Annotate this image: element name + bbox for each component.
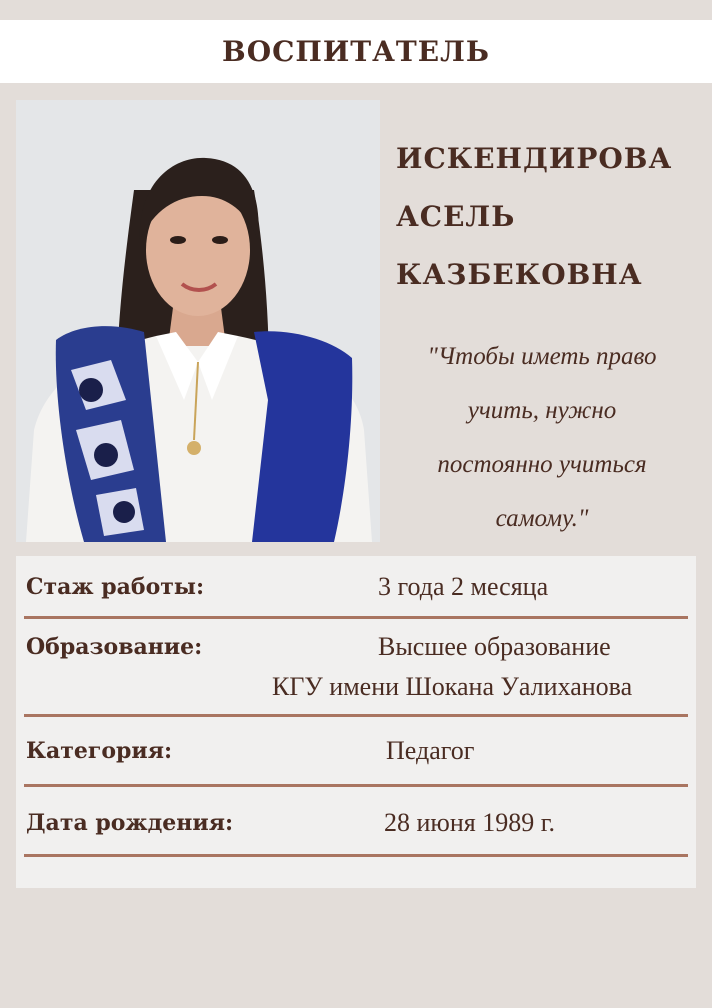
- quote-line: постоянно учиться: [437, 451, 647, 478]
- education-value-line2: КГУ имени Шокана Уалиханова: [272, 672, 633, 701]
- divider: [24, 616, 688, 619]
- patronymic: КАЗБЕКОВНА: [396, 258, 643, 291]
- education-label: Образование:: [26, 634, 203, 660]
- experience-value: 3 года 2 месяца: [378, 572, 549, 601]
- portrait-photo: [16, 100, 380, 542]
- birth-date-value: 28 июня 1989 г.: [384, 808, 555, 837]
- page-title: ВОСПИТАТЕЛЬ: [222, 35, 490, 68]
- category-value: Педагог: [386, 736, 475, 765]
- name-block: [396, 130, 696, 304]
- quote-line: самому.": [495, 505, 589, 532]
- quote-line: "Чтобы иметь право: [427, 343, 657, 370]
- portrait-illustration: [16, 100, 380, 542]
- header-band: [0, 20, 712, 83]
- first-name: АСЕЛЬ: [396, 200, 516, 233]
- category-label: Категория:: [26, 738, 173, 764]
- last-name: ИСКЕНДИРОВА: [396, 142, 673, 175]
- quote: [384, 330, 700, 546]
- divider: [24, 854, 688, 857]
- birth-date-label: Дата рождения:: [26, 810, 234, 836]
- experience-label: Стаж работы:: [26, 574, 205, 600]
- info-panel: [16, 556, 696, 888]
- divider: [24, 714, 688, 717]
- education-value-line1: Высшее образование: [378, 632, 611, 661]
- quote-line: учить, нужно: [467, 397, 617, 424]
- divider: [24, 784, 688, 787]
